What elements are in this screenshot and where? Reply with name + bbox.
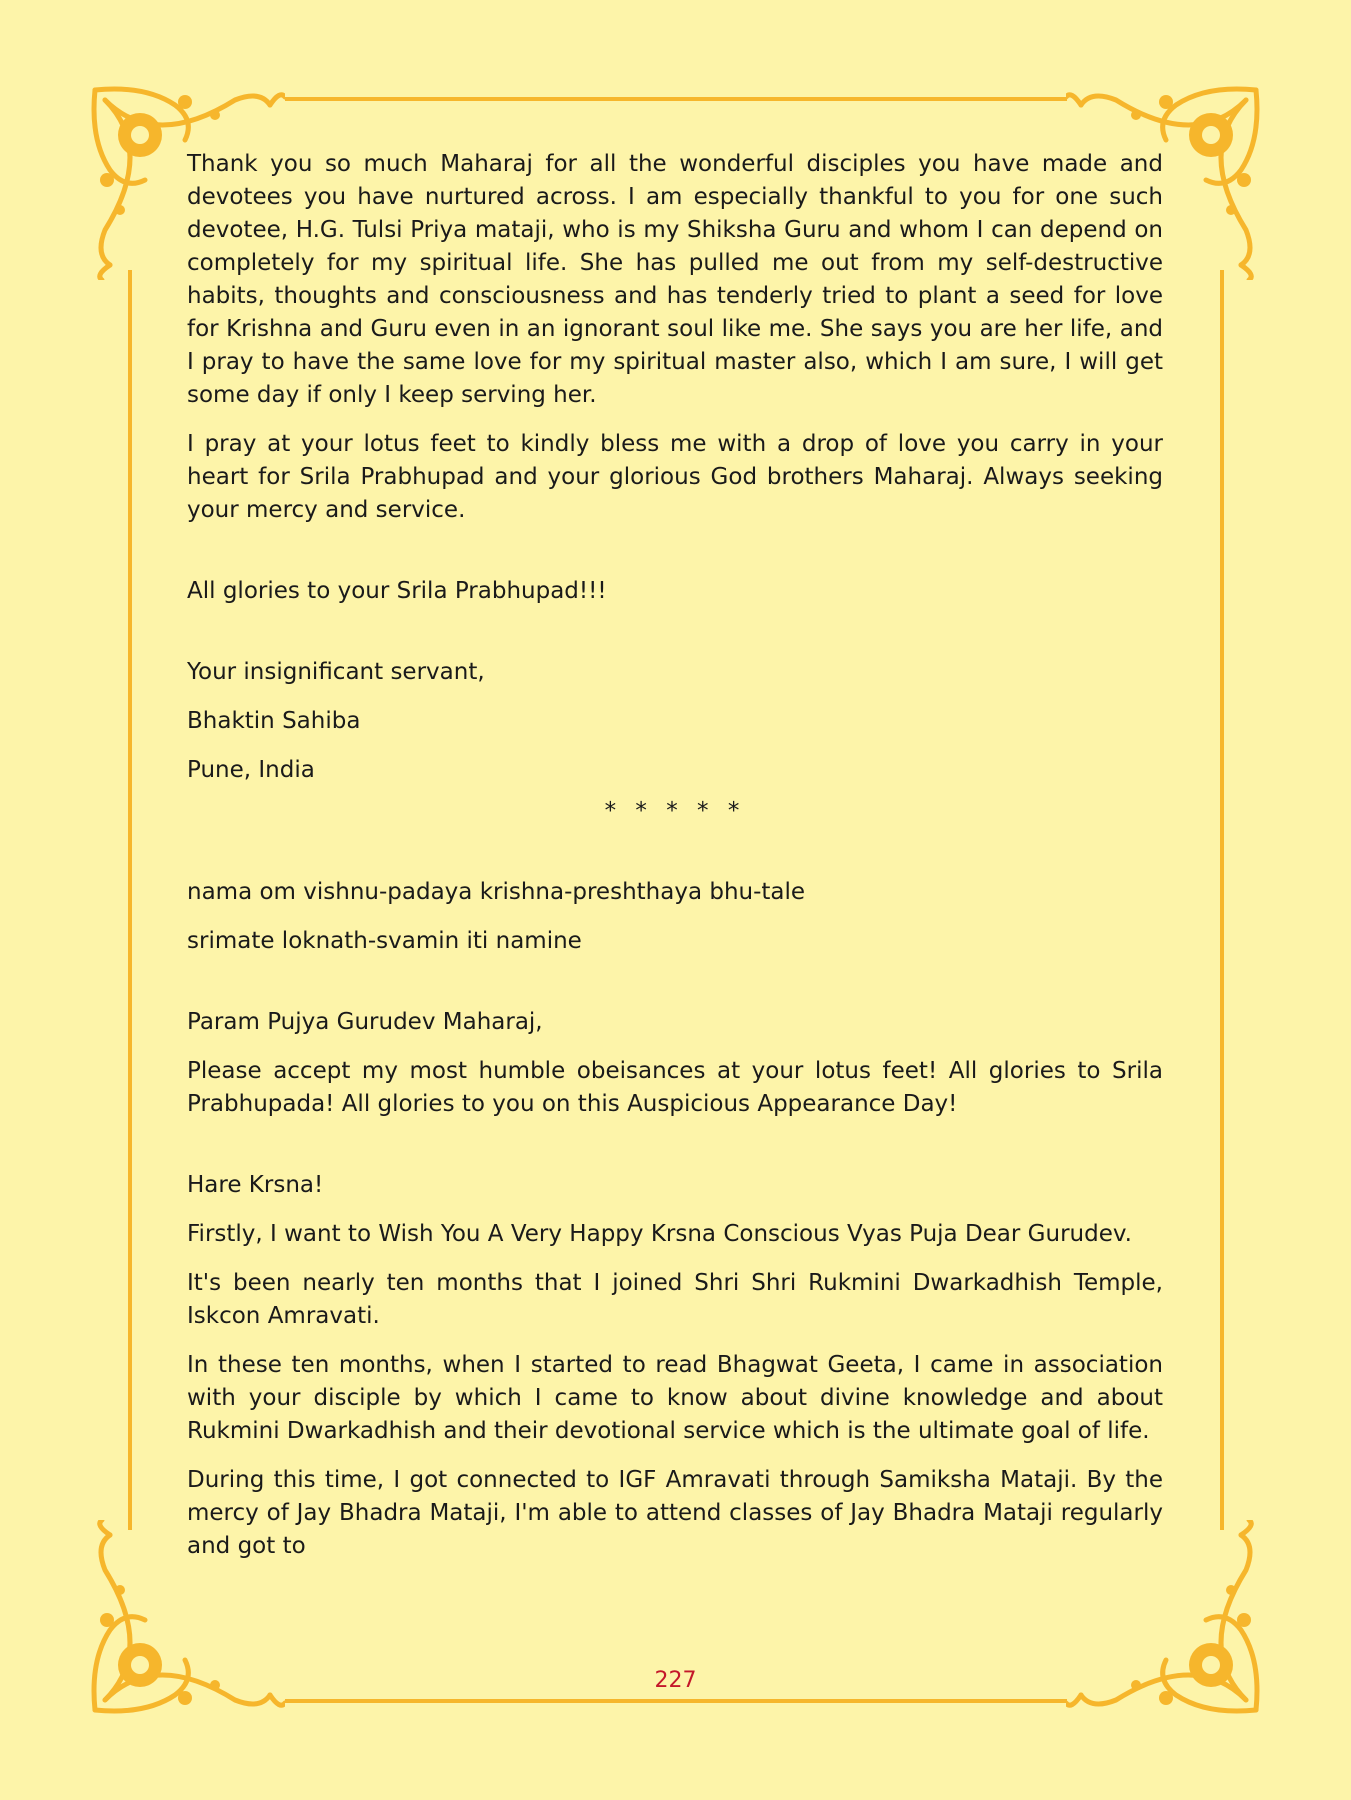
salutation: Param Pujya Gurudev Maharaj, xyxy=(187,1009,543,1035)
paragraph: I pray at your lotus feet to kindly bless me with a drop of love you carry in your heart for Srila Prabhupad and your glorious God brothers Maharaj. Always seeking your mercy and service. xyxy=(187,431,1163,523)
mantra-line: srimate loknath-svamin iti namine xyxy=(187,928,582,954)
paragraph: All glories to your Srila Prabhupad!!! xyxy=(187,578,607,604)
greeting: Hare Krsna! xyxy=(187,1172,324,1198)
signature-location: Pune, India xyxy=(187,757,315,783)
border-left-line xyxy=(128,270,132,1530)
closing-line: Your insignificant servant, xyxy=(187,659,485,685)
border-top-line xyxy=(285,97,1067,101)
paragraph: In these ten months, when I started to read Bhagwat Geeta, I came in association with your disciple by which I came to know about divine knowledge and about Rukmini Dwarkadhish and their devotional service which is the ultimate goal of life. xyxy=(187,1352,1163,1444)
paragraph: Please accept my most humble obeisances at your lotus feet! All glories to Srila Prabhupada! All glories to you on this Auspicious Appearance Day! xyxy=(187,1058,1163,1117)
paragraph: Thank you so much Maharaj for all the wonderful disciples you have made and devotees you have nurtured across. I am especially thankful to you for one such devotee, H.G. Tulsi Priya mataji, who is my Shiksha Guru and whom I can depend on completely for my spiritual life. She has pulled me out from my self-destructive habits, thoughts and consciousness and has tenderly tried to plant a seed for love for Krishna and Guru even in an ignorant soul like me. She says you are her life, and I pray to have the same love for my spiritual master also, which I am sure, I will get some day if only I keep serving her. xyxy=(187,151,1163,408)
border-right-line xyxy=(1220,270,1224,1530)
paragraph: It's been nearly ten months that I joined Shri Shri Rukmini Dwarkadhish Temple, Iskcon Amravati. xyxy=(187,1270,1163,1329)
signature-name: Bhaktin Sahiba xyxy=(187,708,361,734)
border-bottom-line xyxy=(285,1699,1067,1703)
paragraph: Firstly, I want to Wish You A Very Happy Krsna Conscious Vyas Puja Dear Gurudev. xyxy=(187,1221,1132,1247)
mantra-line: nama om vishnu-padaya krishna-preshthaya bhu-tale xyxy=(187,879,806,905)
page-number: 227 xyxy=(654,1668,697,1693)
paragraph: During this time, I got connected to IGF Amravati through Samiksha Mataji. By the mercy of Jay Bhadra Mataji, I'm able to attend classes of Jay Bhadra Mataji regularly and got to xyxy=(187,1467,1163,1559)
section-separator: * * * * * xyxy=(604,798,746,824)
letter-body xyxy=(187,148,1163,1563)
